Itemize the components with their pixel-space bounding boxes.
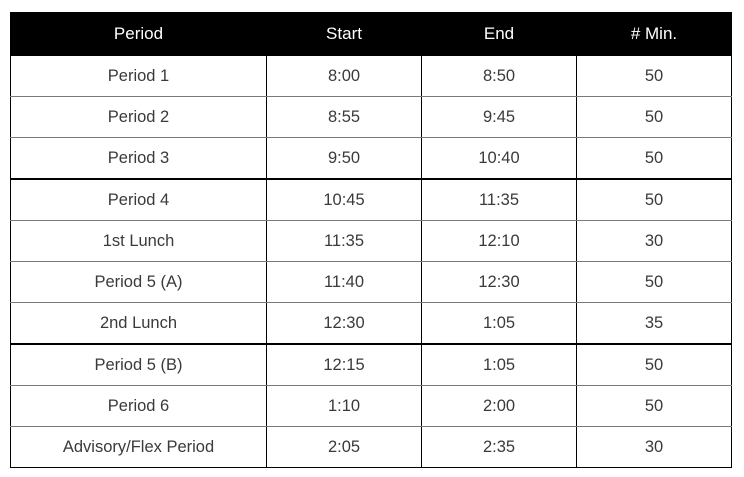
column-header-start: Start <box>267 13 422 56</box>
bell-schedule-table <box>10 12 732 468</box>
end-cell: 8:50 <box>422 56 577 97</box>
table-row <box>11 344 732 386</box>
table-row <box>11 138 732 180</box>
minutes-cell: 50 <box>577 344 732 386</box>
end-cell: 2:00 <box>422 386 577 427</box>
minutes-cell: 30 <box>577 427 732 468</box>
period-cell: 1st Lunch <box>11 221 267 262</box>
table-row <box>11 386 732 427</box>
end-cell: 11:35 <box>422 179 577 221</box>
table-row <box>11 427 732 468</box>
end-cell: 1:05 <box>422 303 577 345</box>
end-cell: 10:40 <box>422 138 577 180</box>
period-cell: Period 1 <box>11 56 267 97</box>
minutes-cell: 50 <box>577 138 732 180</box>
table-row <box>11 262 732 303</box>
header-row <box>11 13 732 56</box>
table-row <box>11 221 732 262</box>
period-cell: Advisory/Flex Period <box>11 427 267 468</box>
column-header-period: Period <box>11 13 267 56</box>
period-cell: Period 2 <box>11 97 267 138</box>
period-cell: Period 4 <box>11 179 267 221</box>
period-cell: Period 5 (A) <box>11 262 267 303</box>
minutes-cell: 50 <box>577 97 732 138</box>
end-cell: 9:45 <box>422 97 577 138</box>
end-cell: 2:35 <box>422 427 577 468</box>
minutes-cell: 50 <box>577 56 732 97</box>
period-cell: 2nd Lunch <box>11 303 267 345</box>
minutes-cell: 50 <box>577 386 732 427</box>
period-cell: Period 6 <box>11 386 267 427</box>
end-cell: 1:05 <box>422 344 577 386</box>
start-cell: 9:50 <box>267 138 422 180</box>
start-cell: 12:30 <box>267 303 422 345</box>
minutes-cell: 35 <box>577 303 732 345</box>
start-cell: 2:05 <box>267 427 422 468</box>
start-cell: 11:35 <box>267 221 422 262</box>
minutes-cell: 30 <box>577 221 732 262</box>
table-row <box>11 303 732 345</box>
table-row <box>11 179 732 221</box>
start-cell: 12:15 <box>267 344 422 386</box>
start-cell: 11:40 <box>267 262 422 303</box>
end-cell: 12:10 <box>422 221 577 262</box>
minutes-cell: 50 <box>577 262 732 303</box>
start-cell: 10:45 <box>267 179 422 221</box>
column-header-minutes: # Min. <box>577 13 732 56</box>
minutes-cell: 50 <box>577 179 732 221</box>
column-header-end: End <box>422 13 577 56</box>
start-cell: 8:55 <box>267 97 422 138</box>
end-cell: 12:30 <box>422 262 577 303</box>
period-cell: Period 3 <box>11 138 267 180</box>
table-row <box>11 56 732 97</box>
table-row <box>11 97 732 138</box>
start-cell: 1:10 <box>267 386 422 427</box>
period-cell: Period 5 (B) <box>11 344 267 386</box>
start-cell: 8:00 <box>267 56 422 97</box>
